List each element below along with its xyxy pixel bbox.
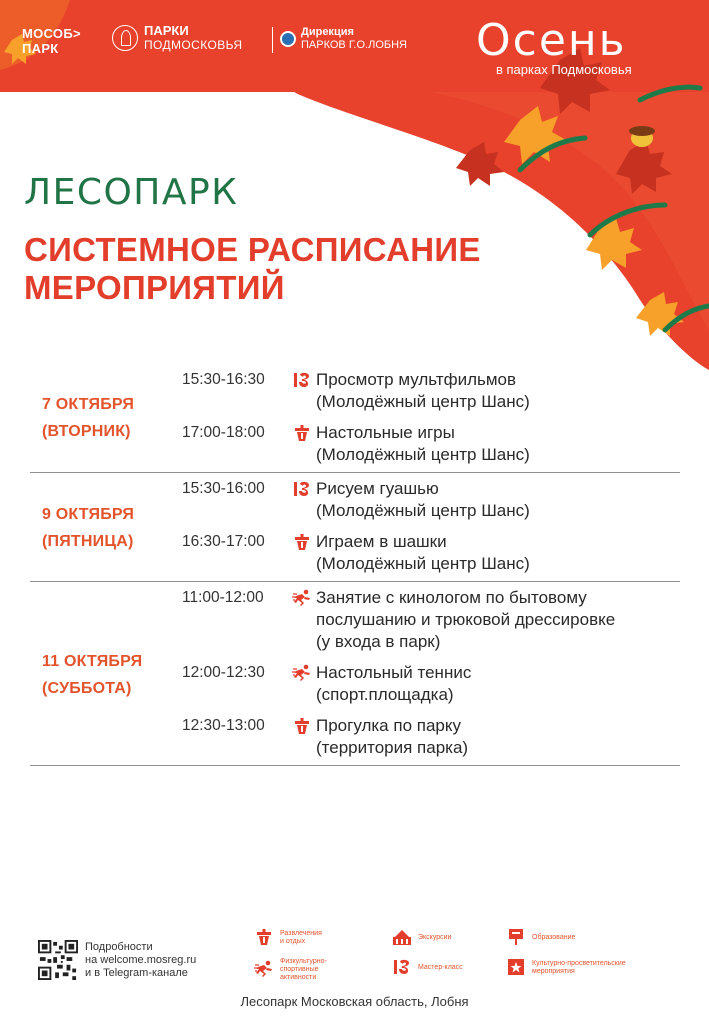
event-icon	[288, 662, 316, 684]
legend-item	[506, 928, 575, 948]
entertainment-icon	[292, 717, 312, 735]
entertainment-icon	[292, 533, 312, 551]
culture-icon	[506, 958, 526, 976]
partner-logos	[0, 0, 709, 92]
event-time: 15:30-16:30	[182, 371, 265, 388]
legend-label: Физкультурно- спортивные активности	[280, 958, 327, 981]
qr-code[interactable]	[38, 940, 78, 980]
day-weekday: (СУББОТА)	[42, 680, 132, 697]
legend-item	[392, 958, 463, 978]
excursion-icon	[392, 928, 412, 946]
park-direction-logo: Дирекция ПАРКОВ Г.О.ЛОБНЯ	[280, 26, 407, 52]
event-icon	[288, 587, 316, 609]
event-title: Рисуем гуашью (Молодёжный центр Шанс)	[316, 479, 530, 520]
event-title: Прогулка по парку (территория парка)	[316, 716, 469, 757]
legend-icon	[392, 928, 414, 948]
day-block	[30, 472, 680, 581]
day-label	[42, 501, 134, 555]
event-time: 15:30-16:00	[182, 480, 265, 497]
legend-label: Экскурсии	[418, 934, 452, 941]
entertainment-icon	[254, 928, 274, 946]
season-logo	[476, 15, 696, 77]
address: Лесопарк Московская область, Лобня	[240, 994, 469, 1009]
schedule-title: СИСТЕМНОЕ РАСПИСАНИЕ МЕРОПРИЯТИЙ	[24, 231, 481, 306]
entertainment-icon	[292, 424, 312, 442]
event-row	[182, 478, 680, 522]
parki-podmoskovya-logo: ПАРКИ ПОДМОСКОВЬЯ	[112, 24, 242, 52]
event-row	[182, 587, 680, 653]
legend-icon	[506, 928, 528, 948]
master-class-icon	[392, 958, 412, 976]
legend-label: Образование	[532, 934, 576, 941]
legend-item	[506, 958, 626, 978]
day-date: 9 ОКТЯБРЯ	[42, 506, 135, 523]
season-subtitle: в парках Подмосковья	[496, 62, 632, 77]
event-icon	[288, 715, 316, 737]
events-list	[182, 473, 680, 581]
event-icon	[288, 531, 316, 553]
day-block	[30, 581, 680, 766]
day-weekday: (ВТОРНИК)	[42, 423, 131, 440]
day-date: 7 ОКТЯБРЯ	[42, 396, 135, 413]
legend-icon	[392, 958, 414, 978]
event-title: Занятие с кинологом по бытовому послушанию и трюковой дрессировке (у входа в парк)	[316, 588, 616, 651]
legend-label: Мастер-класс	[418, 964, 463, 971]
sport-icon	[292, 664, 312, 682]
park-name: ЛЕСОПАРК	[24, 172, 239, 213]
event-title: Играем в шашки (Молодёжный центр Шанс)	[316, 532, 530, 573]
legend-icon	[254, 928, 276, 948]
details-note: Подробности на welcome.mosreg.ru и в Telegram-канале	[85, 941, 197, 979]
sport-icon	[292, 589, 312, 607]
event-row	[182, 369, 680, 413]
day-date: 11 ОКТЯБРЯ	[42, 653, 143, 670]
event-row	[182, 422, 680, 466]
event-icon	[288, 369, 316, 391]
mosob-park-logo: МОСОБ> ПАРК	[22, 26, 81, 56]
day-block	[30, 364, 680, 472]
events-list	[182, 582, 680, 765]
season-title: Осень	[476, 15, 627, 66]
sport-icon	[254, 960, 274, 978]
event-icon	[288, 422, 316, 444]
event-time: 16:30-17:00	[182, 533, 265, 550]
event-row	[182, 715, 680, 759]
event-time: 12:00-12:30	[182, 664, 265, 681]
day-label	[42, 648, 142, 702]
event-title: Просмотр мультфильмов (Молодёжный центр Шанс)	[316, 370, 530, 411]
legend-item	[254, 928, 322, 948]
events-list	[182, 364, 680, 472]
event-time: 11:00-12:00	[182, 589, 264, 606]
event-row	[182, 531, 680, 575]
event-title: Настольный теннис (спорт.площадка)	[316, 663, 472, 704]
event-icon	[288, 478, 316, 500]
master-class-icon	[292, 371, 312, 389]
event-row	[182, 662, 680, 706]
day-weekday: (ПЯТНИЦА)	[42, 533, 134, 550]
globe-icon	[280, 31, 296, 47]
legend-icon	[254, 960, 276, 980]
education-icon	[506, 928, 526, 946]
day-label	[42, 391, 134, 445]
event-time: 12:30-13:00	[182, 717, 265, 734]
logo-divider	[272, 27, 273, 53]
legend-item	[254, 958, 327, 982]
legend-item	[392, 928, 451, 948]
event-title: Настольные игры (Молодёжный центр Шанс)	[316, 423, 530, 464]
legend-icon	[506, 958, 528, 978]
legend-label: Развлечения и отдых	[280, 930, 322, 945]
park-emblem-icon	[112, 25, 138, 51]
master-class-icon	[292, 480, 312, 498]
schedule-table	[30, 364, 680, 766]
legend-label: Культурно-просветительские мероприятия	[532, 960, 626, 975]
event-time: 17:00-18:00	[182, 424, 265, 441]
